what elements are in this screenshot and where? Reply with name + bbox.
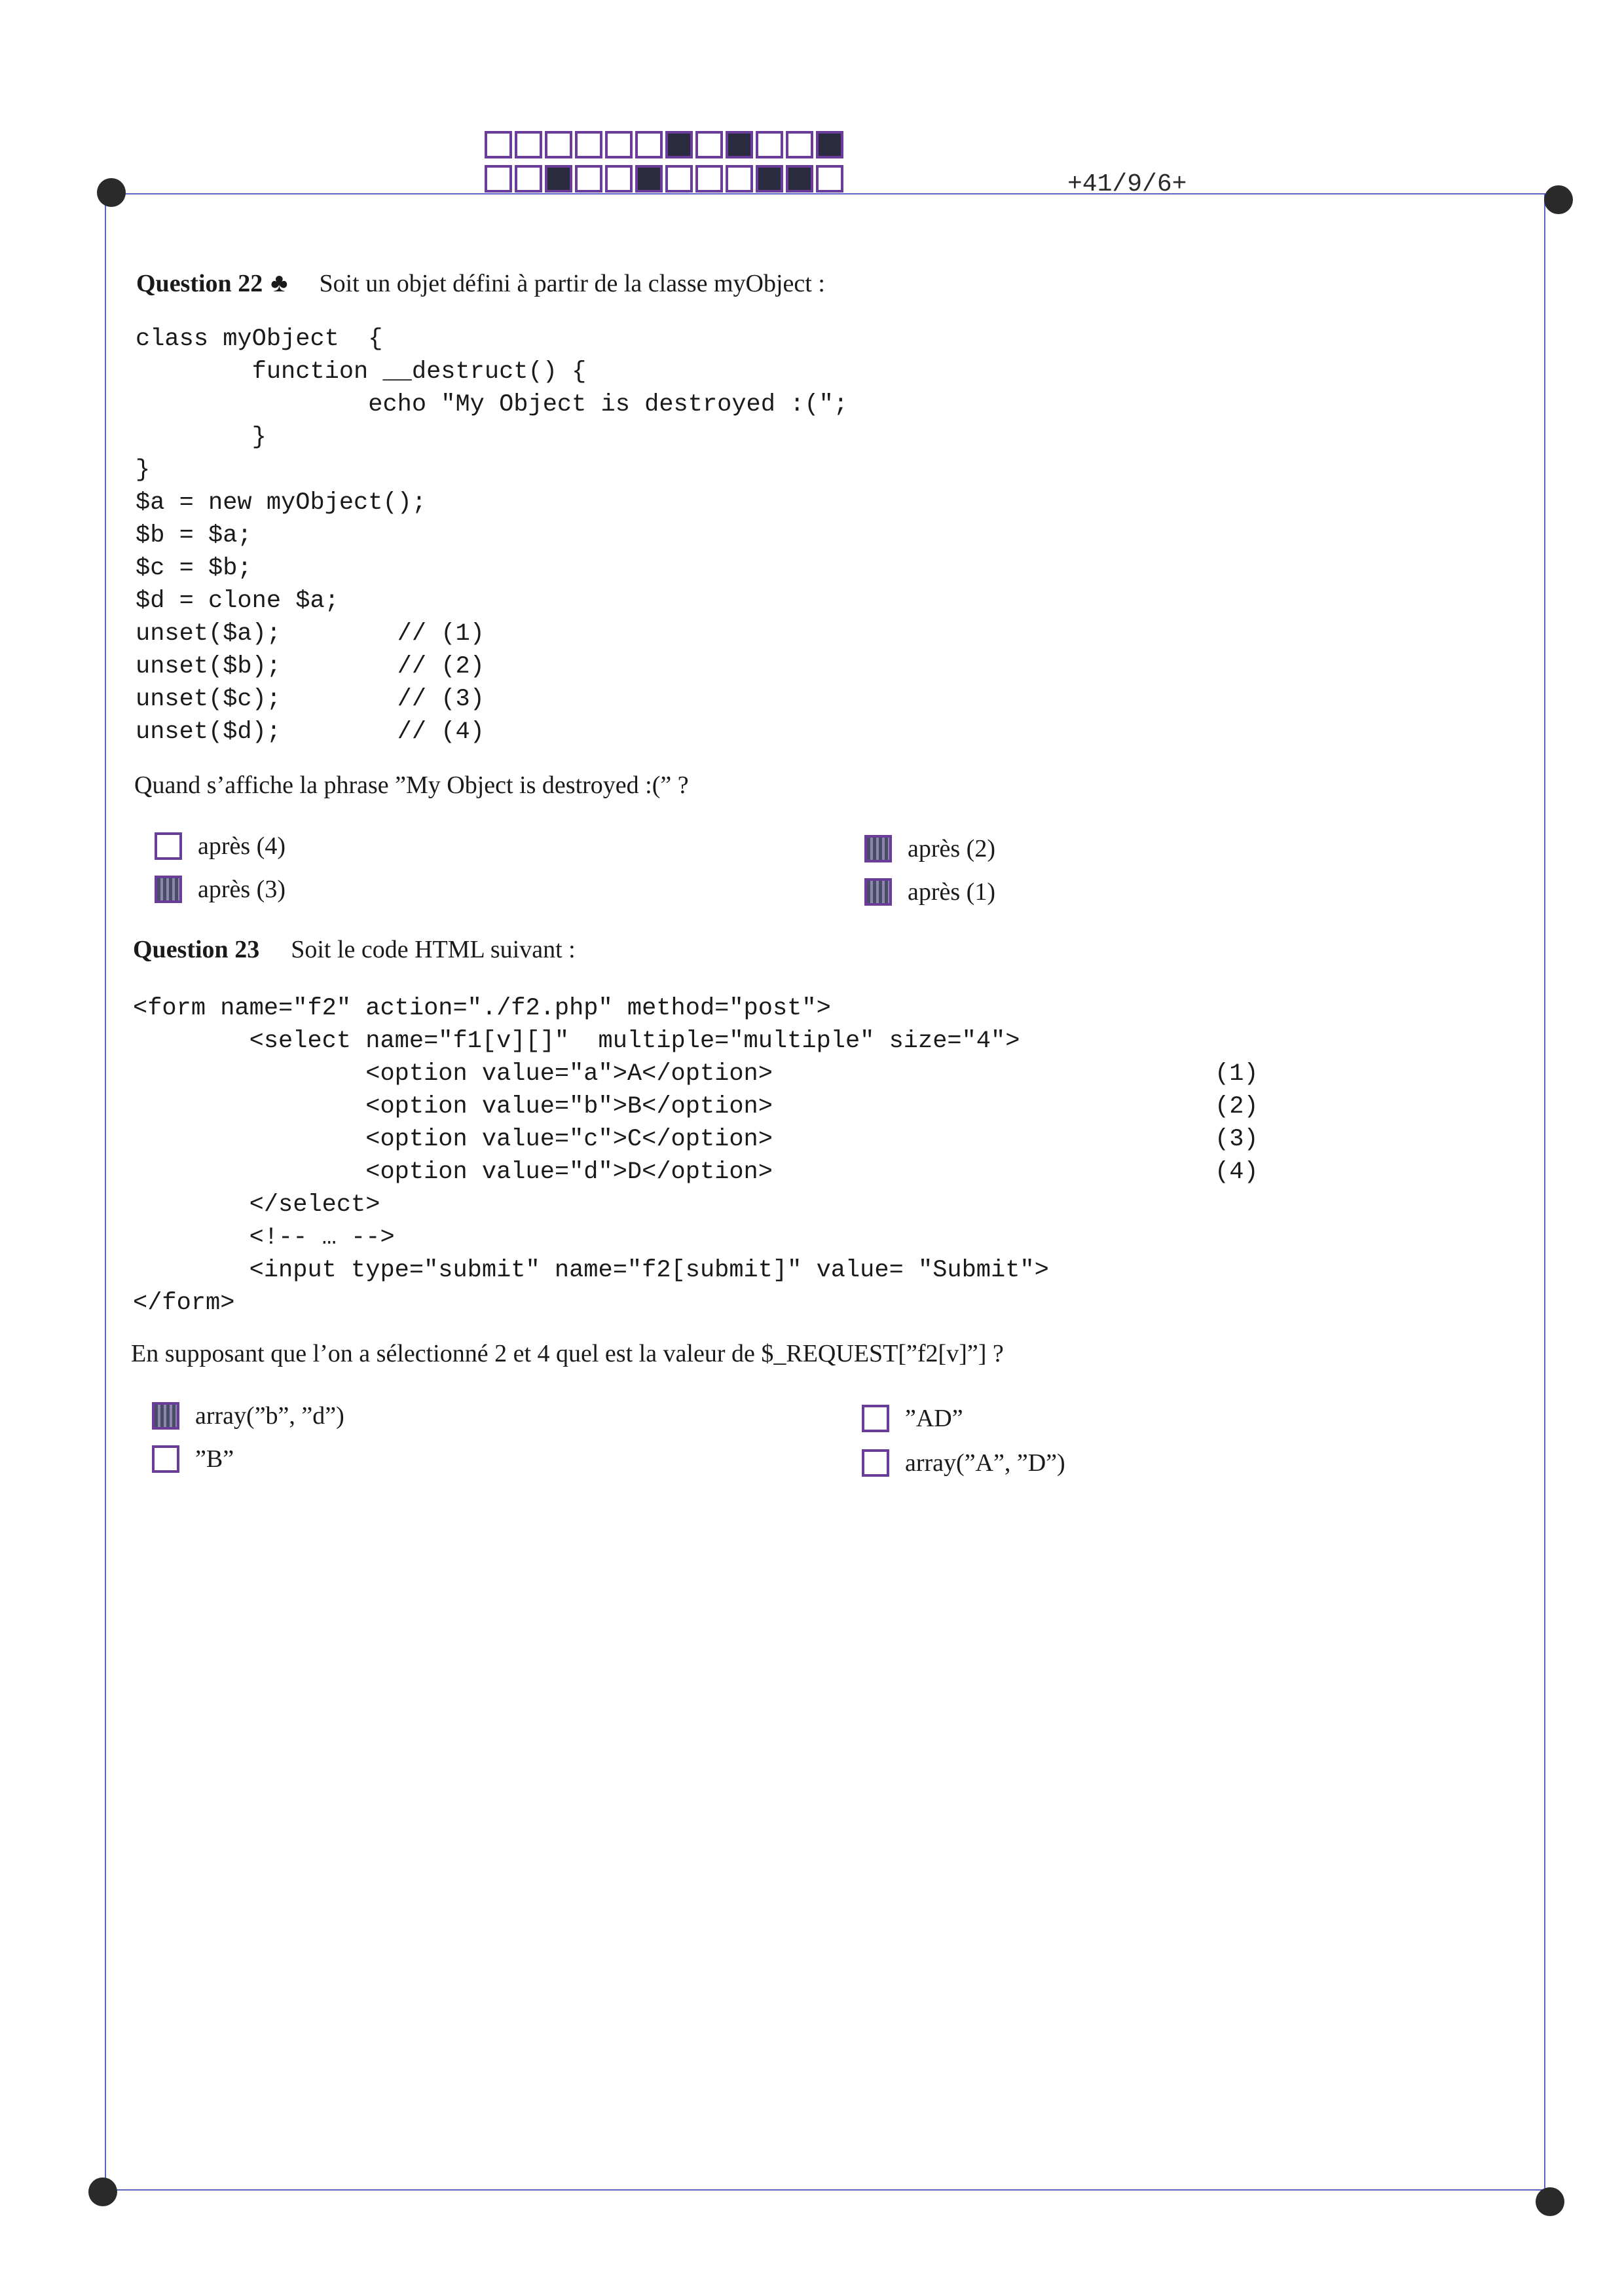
checkbox-unchecked[interactable] — [862, 1449, 889, 1477]
choice-label: ”AD” — [905, 1405, 963, 1432]
boxcode-cell-empty — [816, 165, 843, 193]
page-id-boxcode-row-1 — [485, 131, 846, 158]
boxcode-cell-filled — [786, 165, 813, 193]
q23-choice-B[interactable] — [152, 1445, 234, 1473]
page-id-boxcode-row-2 — [485, 165, 846, 193]
boxcode-cell-empty — [786, 131, 813, 158]
choice-label: array(”A”, ”D”) — [905, 1449, 1065, 1477]
boxcode-cell-filled — [816, 131, 843, 158]
boxcode-cell-empty — [695, 131, 723, 158]
boxcode-cell-empty — [726, 165, 753, 193]
checkbox-unchecked[interactable] — [155, 832, 182, 860]
question-23-code: <form name="f2" action="./f2.php" method="post"> <select name="f1[v][]" multiple="multiple" size="4"> <option value="a">A</option> <option value="b">B</option> <option value="c">C</option> <option value="d">D</option> </select> <!-- … --> <input type="submit" name="f2[submit]" value= "Submit"> </form> — [133, 995, 1049, 1317]
registration-mark-bottom-right — [1536, 2187, 1564, 2216]
boxcode-cell-empty — [635, 131, 663, 158]
registration-mark-top-right — [1544, 185, 1573, 214]
question-22-prompt: Quand s’affiche la phrase ”My Object is destroyed :(” ? — [134, 771, 689, 799]
choice-label: après (2) — [908, 835, 995, 862]
boxcode-cell-empty — [515, 165, 542, 193]
checkbox-checked[interactable] — [152, 1402, 179, 1430]
question-22-header — [136, 267, 825, 298]
boxcode-cell-filled — [665, 131, 693, 158]
option-number: (2) — [1215, 1093, 1259, 1120]
boxcode-cell-empty — [485, 165, 512, 193]
boxcode-cell-empty — [756, 131, 783, 158]
option-number: (4) — [1215, 1158, 1259, 1186]
boxcode-cell-filled — [726, 131, 753, 158]
q22-choice-apres-2[interactable] — [864, 834, 995, 863]
option-number: (1) — [1215, 1060, 1259, 1088]
q23-choice-array-b-d[interactable] — [152, 1401, 344, 1430]
page-code: +41/9/6+ — [1067, 170, 1187, 198]
boxcode-cell-empty — [605, 131, 633, 158]
q23-choice-array-A-D[interactable] — [862, 1449, 1065, 1477]
q23-choice-AD[interactable] — [862, 1404, 963, 1433]
boxcode-cell-filled — [545, 165, 572, 193]
choice-label: ”B” — [195, 1445, 234, 1473]
registration-mark-bottom-left — [88, 2177, 117, 2206]
q22-choice-apres-1[interactable] — [864, 878, 995, 906]
boxcode-cell-empty — [695, 165, 723, 193]
question-23-prompt: En supposant que l’on a sélectionné 2 et 4 quel est la valeur de $_REQUEST[”f2[v]”] ? — [131, 1340, 1004, 1367]
checkbox-checked[interactable] — [864, 835, 892, 862]
boxcode-cell-empty — [515, 131, 542, 158]
question-22-text: Soit un objet défini à partir de la classe myObject : — [319, 270, 825, 297]
club-icon: ♣ — [270, 268, 288, 297]
question-23-label: Question 23 — [133, 936, 260, 963]
q22-choice-apres-4[interactable] — [155, 832, 286, 861]
choice-label: array(”b”, ”d”) — [195, 1402, 344, 1430]
checkbox-unchecked[interactable] — [862, 1405, 889, 1432]
question-23-header — [133, 935, 576, 964]
boxcode-cell-empty — [605, 165, 633, 193]
q22-choice-apres-3[interactable] — [155, 875, 286, 904]
question-23-text: Soit le code HTML suivant : — [291, 936, 576, 963]
question-22-label: Question 22 — [136, 270, 263, 297]
choice-label: après (3) — [198, 876, 286, 903]
checkbox-checked[interactable] — [864, 878, 892, 906]
checkbox-checked[interactable] — [155, 876, 182, 903]
option-number: (3) — [1215, 1126, 1259, 1153]
checkbox-unchecked[interactable] — [152, 1445, 179, 1473]
boxcode-cell-empty — [575, 165, 602, 193]
boxcode-cell-empty — [485, 131, 512, 158]
boxcode-cell-empty — [665, 165, 693, 193]
choice-label: après (1) — [908, 878, 995, 906]
boxcode-cell-empty — [545, 131, 572, 158]
boxcode-cell-empty — [575, 131, 602, 158]
registration-mark-top-left — [97, 178, 126, 207]
boxcode-cell-filled — [635, 165, 663, 193]
choice-label: après (4) — [198, 832, 286, 860]
question-22-code: class myObject { function __destruct() { echo "My Object is destroyed :("; } } $a = new myObject(); $b = $a; $c = $b; $d = clone $a; unset($a); // (1) unset($b); // (2) unset($c); // (3) unset($d); // (4) — [136, 325, 848, 746]
boxcode-cell-filled — [756, 165, 783, 193]
